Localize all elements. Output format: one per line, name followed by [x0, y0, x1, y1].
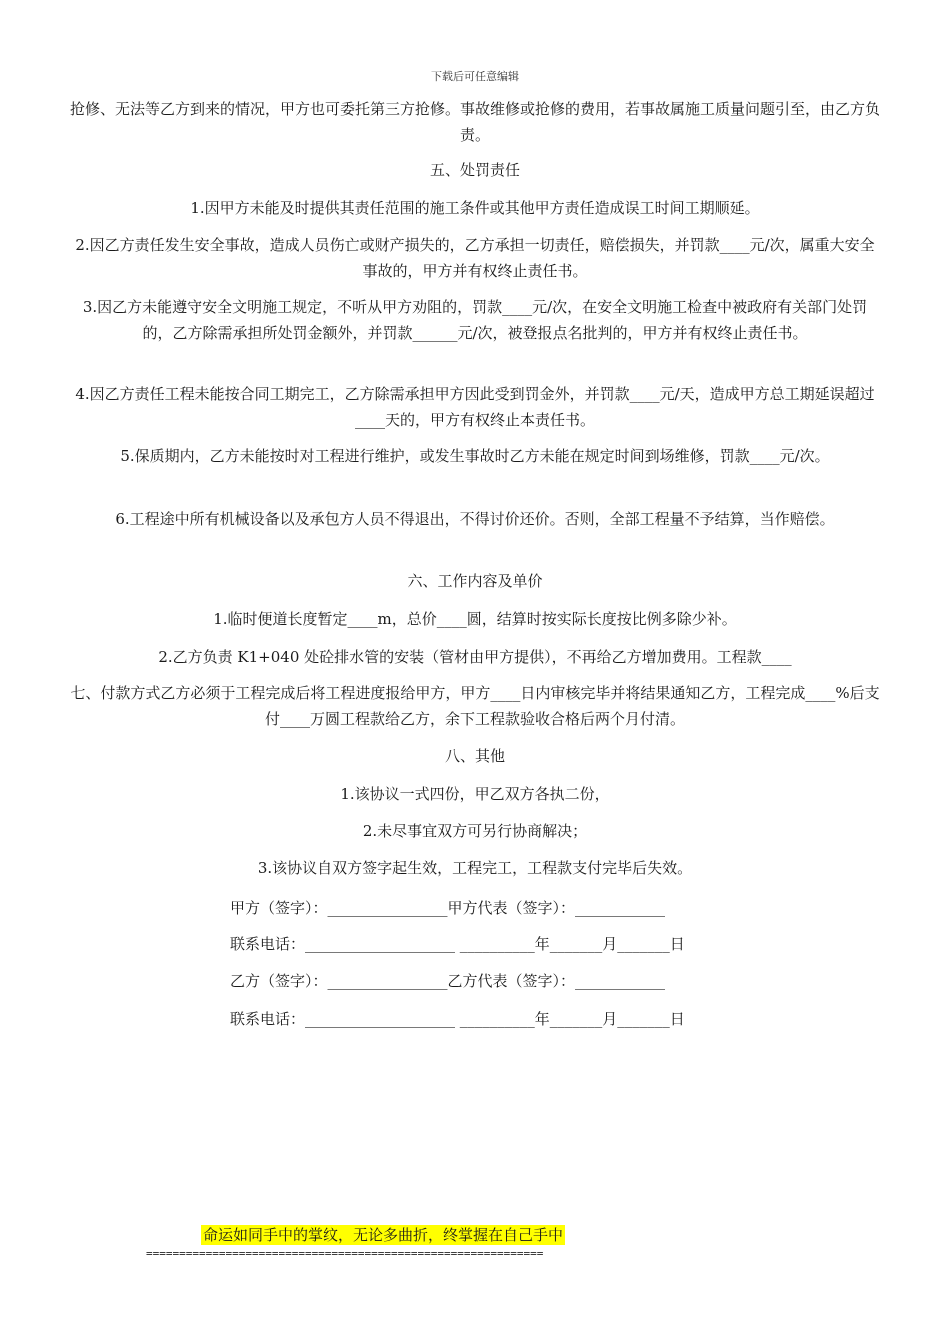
clause-5-4: 4.因乙方责任工程未能按合同工期完工，乙方除需承担甲方因此受到罚金外，并罚款____元/天，造成甲方总工期延误超过____天的，甲方有权终止本责任书。 — [75, 385, 875, 429]
clause-5-1: 1.因甲方未能及时提供其责任范围的施工条件或其他甲方责任造成误工时间工期顺延。 — [190, 199, 760, 217]
clause-8-1: 1.该协议一式四份，甲乙双方各执二份， — [340, 785, 610, 803]
section-heading-penalty: 五、处罚责任 — [429, 161, 520, 179]
contact-party-b: 联系电话：____________________ __________年_______月_______日 — [230, 1010, 685, 1028]
clause-8-3: 3.该协议自双方签字起生效，工程完工，工程款支付完毕后失效。 — [257, 859, 693, 877]
footer-rule: ============================================================ — [146, 1247, 544, 1260]
paragraph-repair-cost: 抢修、无法等乙方到来的情况，甲方也可委托第三方抢修。事故维修或抢修的费用，若事故属施工质量问题引至，由乙方负责。 — [69, 100, 880, 144]
page-header: 下载后可任意编辑 — [431, 70, 519, 83]
clause-5-6: 6.工程途中所有机械设备以及承包方人员不得退出，不得讨价还价。否则，全部工程量不予结算，当作赔偿。 — [115, 510, 835, 528]
section-payment: 七、付款方式乙方必须于工程完成后将工程进度报给甲方，甲方____日内审核完毕并将结果通知乙方，工程完成____%后支付____万圆工程款给乙方，余下工程款验收合格后两个月付清。 — [70, 684, 880, 728]
clause-6-2: 2.乙方负责 K1+040 处砼排水管的安装（管材由甲方提供），不再给乙方增加费用。工程款____ — [158, 648, 792, 666]
section-heading-work-content: 六、工作内容及单价 — [407, 572, 543, 590]
clause-5-5: 5.保质期内，乙方未能按时对工程进行维护，或发生事故时乙方未能在规定时间到场维修，罚款____元/次。 — [120, 447, 830, 465]
footer-motto: 命运如同手中的掌纹，无论多曲折，终掌握在自己手中 — [203, 1226, 564, 1244]
signature-party-b: 乙方（签字）：________________乙方代表（签字）：____________ — [230, 972, 666, 990]
section-heading-other: 八、其他 — [444, 747, 505, 765]
clause-5-3: 3.因乙方未能遵守安全文明施工规定，不听从甲方劝阻的，罚款____元/次，在安全文明施工检查中被政府有关部门处罚的，乙方除需承担所处罚金额外，并罚款______元/次，被登报点名批判的，甲方并有权终止责任书。 — [82, 298, 868, 342]
contact-party-a: 联系电话：____________________ __________年_______月_______日 — [230, 935, 685, 953]
clause-8-2: 2.未尽事宜双方可另行协商解决； — [362, 822, 588, 840]
clause-5-2: 2.因乙方责任发生安全事故，造成人员伤亡或财产损失的，乙方承担一切责任，赔偿损失，并罚款____元/次，属重大安全事故的，甲方并有权终止责任书。 — [75, 236, 875, 280]
signature-party-a: 甲方（签字）：________________甲方代表（签字）：____________ — [230, 899, 666, 917]
clause-6-1: 1.临时便道长度暂定____m，总价____圆，结算时按实际长度按比例多除少补。 — [213, 610, 737, 628]
